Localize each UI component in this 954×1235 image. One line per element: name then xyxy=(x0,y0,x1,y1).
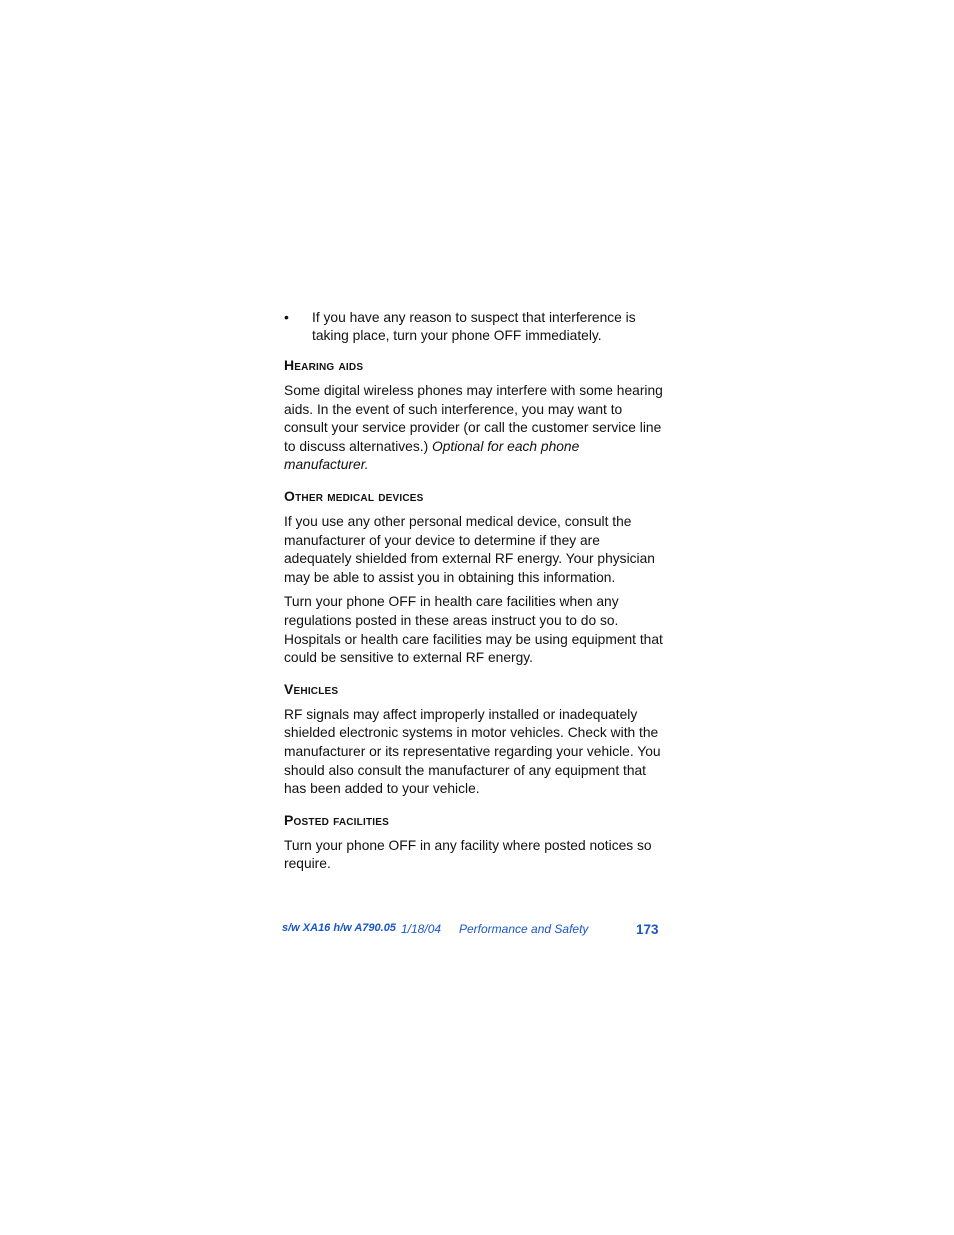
page-content xyxy=(284,309,664,880)
list-item xyxy=(284,309,664,344)
footer-version: s/w XA16 h/w A790.05 xyxy=(282,922,396,934)
vehicles-paragraph: RF signals may affect improperly installed or inadequately shielded electronic systems in motor vehicles. Check with the manufacturer or its representative regarding your vehicle. You should also consult the manufacturer of any equipment that has been added to your vehicle. xyxy=(284,706,661,797)
heading-other-medical-devices: Other medical devices xyxy=(284,487,424,504)
other-medical-paragraph-2: Turn your phone OFF in health care facilities when any regulations posted in these areas instruct you to do so. Hospitals or health care facilities may be using equipment that could be sensitive to external RF energy. xyxy=(284,594,663,666)
footer-date: 1/18/04 xyxy=(401,922,442,936)
heading-posted-facilities: Posted facilities xyxy=(284,811,389,828)
other-medical-paragraph-1: If you use any other personal medical device, consult the manufacturer of your device to determine if they are adequately shielded from external RF energy. Your physician may be able to assist you in obtaining this information. xyxy=(284,513,655,585)
heading-vehicles: Vehicles xyxy=(284,680,339,697)
hearing-aids-paragraph xyxy=(284,382,664,475)
footer-section-title: Performance and Safety xyxy=(459,922,589,936)
bullet-text: If you have any reason to suspect that interference is taking place, turn your phone OFF immediately. xyxy=(312,310,636,343)
page-footer xyxy=(282,919,662,939)
heading-hearing-aids: Hearing aids xyxy=(284,357,364,373)
hearing-aids-text: Some digital wireless phones may interfere with some hearing aids. In the event of such interference, you may want to consult your service provider (or call the customer service line to discuss alternatives.) xyxy=(284,383,663,454)
page-number: 173 xyxy=(636,922,659,937)
hearing-aids-note: Optional for each phone manufacturer. xyxy=(284,438,580,473)
bullet-icon: • xyxy=(284,309,289,325)
posted-facilities-paragraph: Turn your phone OFF in any facility where posted notices so require. xyxy=(284,837,652,872)
